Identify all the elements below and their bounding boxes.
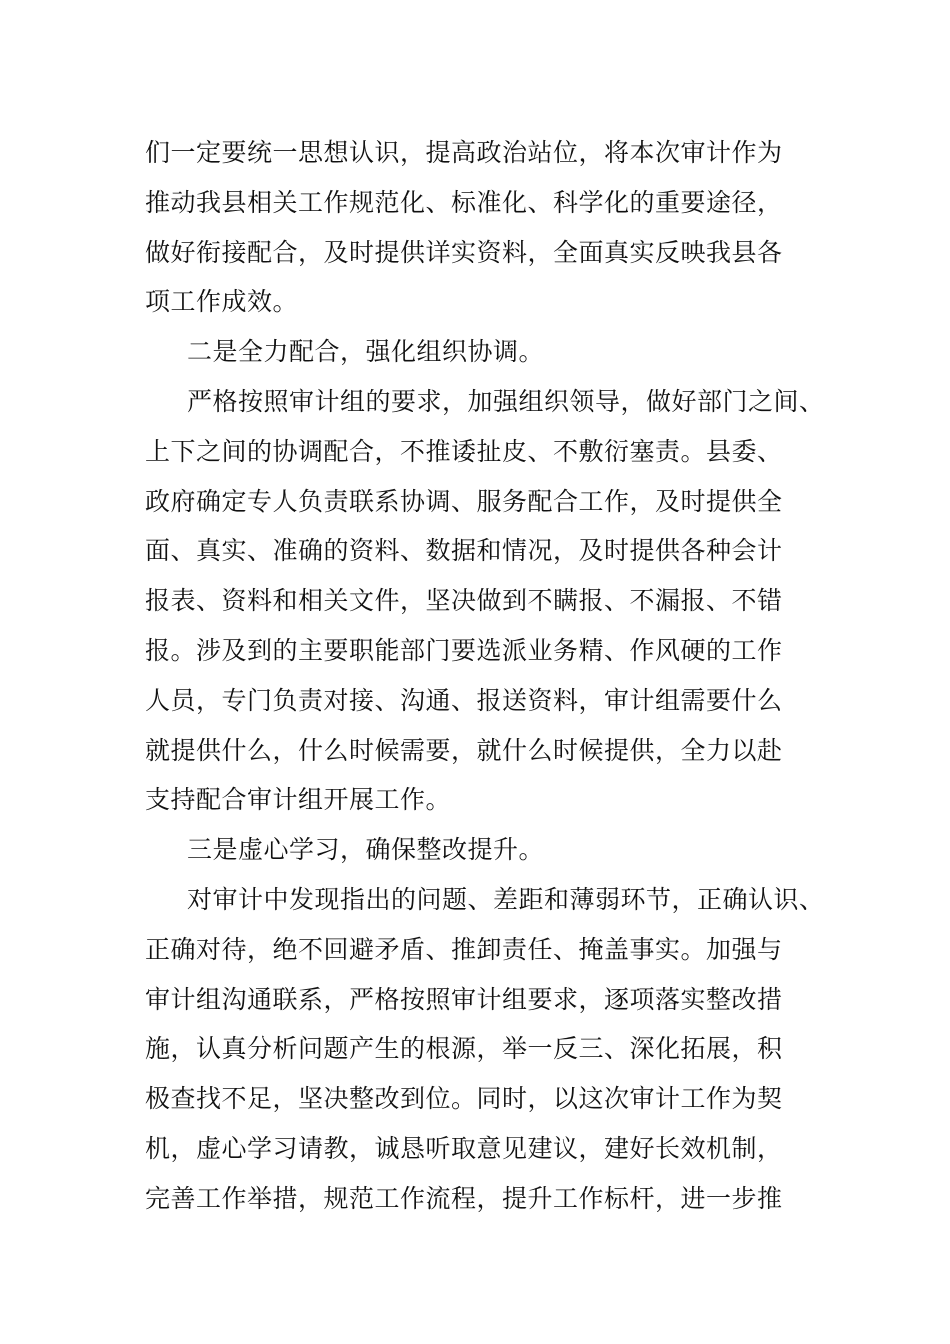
text-line: 报。涉及到的主要职能部门要选派业务精、作风硬的工作 xyxy=(145,635,783,665)
text-line: 就提供什么，什么时候需要，就什么时候提供，全力以赴 xyxy=(145,735,783,765)
text-line: 机，虚心学习请教，诚恳听取意见建议，建好长效机制， xyxy=(145,1133,783,1163)
text-line: 极查找不足，坚决整改到位。同时，以这次审计工作为契 xyxy=(145,1084,783,1114)
text-line: 对审计中发现指出的问题、差距和薄弱环节，正确认识、 xyxy=(187,884,825,914)
text-line: 做好衔接配合，及时提供详实资料，全面真实反映我县各 xyxy=(145,237,783,267)
section-heading: 二是全力配合，强化组织协调。 xyxy=(187,337,545,367)
document-body xyxy=(145,128,825,1224)
text-line: 报表、资料和相关文件，坚决做到不瞒报、不漏报、不错 xyxy=(145,586,783,616)
text-line: 人员，专门负责对接、沟通、报送资料，审计组需要什么 xyxy=(145,685,783,715)
text-line: 施，认真分析问题产生的根源，举一反三、深化拓展，积 xyxy=(145,1034,783,1064)
text-line: 项工作成效。 xyxy=(145,287,299,317)
text-line: 完善工作举措，规范工作流程，提升工作标杆，进一步推 xyxy=(145,1183,783,1213)
text-line: 严格按照审计组的要求，加强组织领导，做好部门之间、 xyxy=(187,386,825,416)
text-line: 们一定要统一思想认识，提高政治站位，将本次审计作为 xyxy=(145,138,783,167)
text-line: 审计组沟通联系，严格按照审计组要求，逐项落实整改措 xyxy=(145,984,783,1014)
text-line: 政府确定专人负责联系协调、服务配合工作，及时提供全 xyxy=(145,486,783,516)
text-line: 面、真实、准确的资料、数据和情况，及时提供各种会计 xyxy=(145,536,783,566)
text-line: 支持配合审计组开展工作。 xyxy=(145,785,452,815)
section-heading: 三是虚心学习，确保整改提升。 xyxy=(187,835,545,865)
text-line: 上下之间的协调配合，不推诿扯皮、不敷衍塞责。县委、 xyxy=(145,436,783,466)
text-line: 推动我县相关工作规范化、标准化、科学化的重要途径， xyxy=(145,187,783,217)
text-line: 正确对待，绝不回避矛盾、推卸责任、掩盖事实。加强与 xyxy=(145,934,783,964)
